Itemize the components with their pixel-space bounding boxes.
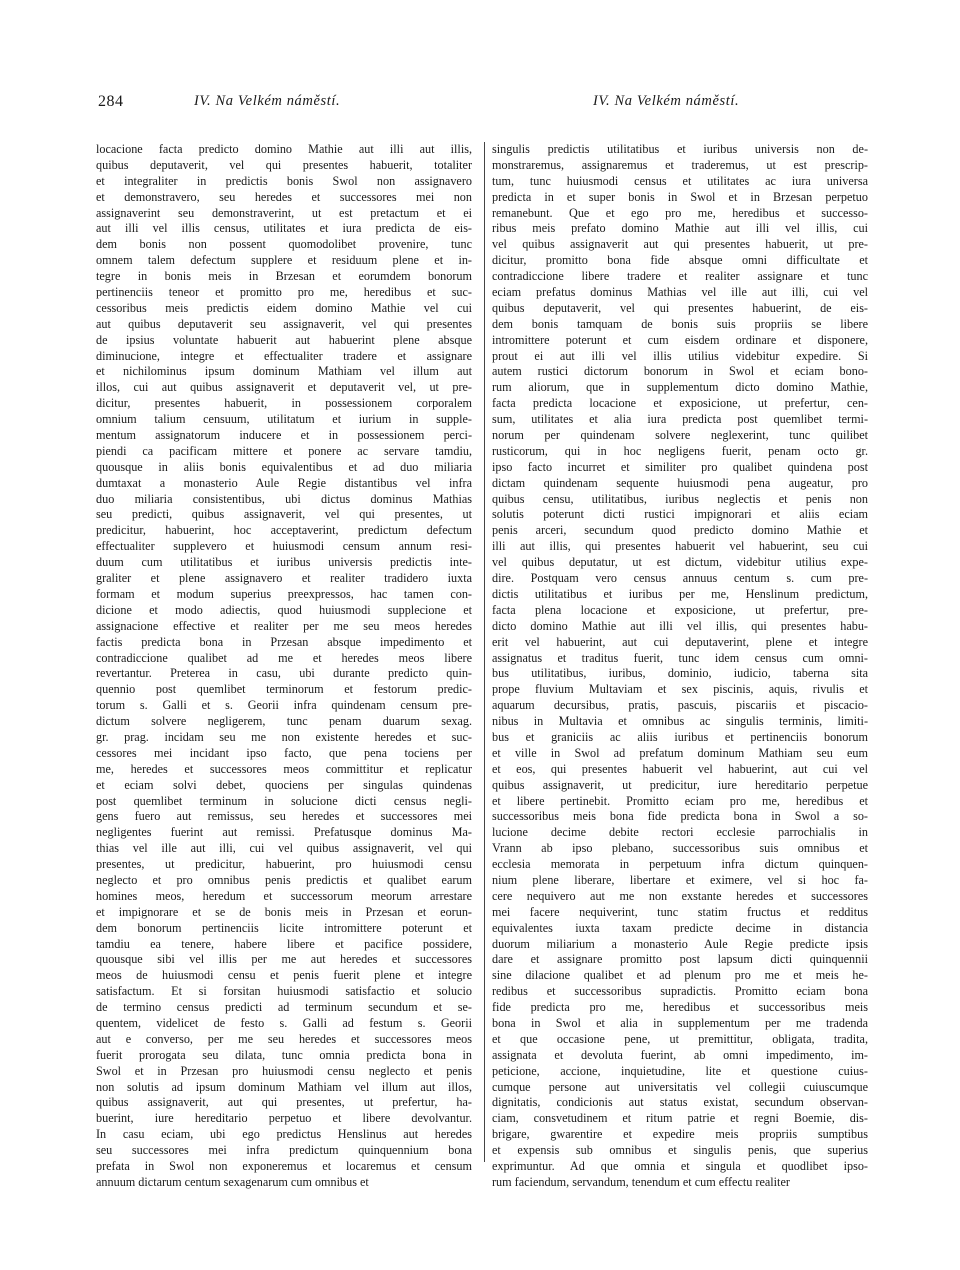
- text-line: monstraremus, assignaremus et traderemus, ut est prescrip-: [492, 157, 868, 172]
- text-line: dictis utilitatibus et iuribus per me, Henslinum predictum,: [492, 586, 868, 601]
- text-line: assignata et devoluta fuerint, ab omni impedimento, im-: [492, 1047, 868, 1062]
- page-header: [96, 89, 868, 119]
- text-line: locacione facta predicto domino Mathie aut illi aut illis,: [96, 142, 472, 156]
- text-line: dicitur, presentes habuerit, in possessionem corporalem: [96, 396, 472, 411]
- text-line: dire. Postquam vero census annuus centum s. cum pre-: [492, 571, 868, 586]
- text-line: quousque in aliis bonis equivalentibus et ad duo miliaria: [96, 459, 472, 474]
- text-line: solutis poterunt dicti rustici impignorari et aliis eciam: [492, 507, 868, 522]
- text-line: cessores mei incidant ipso facto, que pena tociens per: [96, 745, 472, 760]
- text-line: et eos, qui presentes habuerit vel habuerint, aut cui vel: [492, 761, 868, 776]
- text-line: vel quibus assignaverit aut qui presentes habuerit, ut pre-: [492, 237, 868, 252]
- text-line: ecclesia memorata in perpetuum infra dictum quinquen-: [492, 857, 868, 872]
- text-line: dicitur, promitto bona fide absque omni difficultate et: [492, 253, 868, 268]
- text-line: diminucione, integre et effectualiter tradere et assignare: [96, 348, 472, 363]
- text-line: singulis predictis utilitatibus et iuribus universis non de-: [492, 142, 868, 156]
- text-line: fide predicta pro me, heredibus et successoribus meis: [492, 1000, 868, 1015]
- text-line: thias vel ille aut illi, cui vel quibus assignaverit, vel qui: [96, 841, 472, 856]
- text-line: et expensis sub omnibus et singulis penis, que superius: [492, 1143, 868, 1158]
- text-line: et eciam solvi debet, quociens per singulas quindenas: [96, 777, 472, 792]
- text-line: predicitur, habuerint, hoc acceptaverint, predictum defectum: [96, 523, 472, 538]
- text-line: dem bonis non possent quomodolibet provenire, tunc: [96, 237, 472, 252]
- text-line: tum, tunc huiusmodi census et utilitates ac iura universa: [492, 173, 868, 188]
- text-line: aquarum decursibus, pratis, pascuis, piscariis et piscacio-: [492, 698, 868, 713]
- text-line: peticione, accione, inquietudine, lite et questione cuius-: [492, 1063, 868, 1078]
- text-line: duorum miliarium a monasterio Aule Regie predicte ipsis: [492, 936, 868, 951]
- text-line: quibus deputaverit, vel qui presentes habuerint, de eis-: [492, 300, 868, 315]
- text-line: quennio post quemlibet terminorum et festorum predic-: [96, 682, 472, 697]
- text-column-left: [96, 142, 472, 1191]
- text-line: ribus meis prefato domino Mathie aut illi vel illis, cui: [492, 221, 868, 236]
- text-line: non solutis ad ipsum dominum Mathiam vel illum aut illos,: [96, 1079, 472, 1094]
- text-line: contradiccione qualibet ad me et heredes meos libere: [96, 650, 472, 665]
- text-line: negligentes fuerint aut remissi. Prefatusque dominus Ma-: [96, 825, 472, 840]
- text-line: redibus et successoribus supradictis. Promitto eciam bona: [492, 984, 868, 999]
- text-line: et integraliter in predictis bonis Swol non assignavero: [96, 173, 472, 188]
- text-line: aut e converso, per me seu heredes et successores meos: [96, 1031, 472, 1046]
- text-line: remanebunt. Que et ego pro me, heredibus et successo-: [492, 205, 868, 220]
- text-line: eciam prefatus dominus Mathias vel ille aut illi, cui vel: [492, 285, 868, 300]
- text-line: equivalentes iuxta taxam predicte decime in distancia: [492, 920, 868, 935]
- text-line: post quemlibet terminum in solucione dicti census negli-: [96, 793, 472, 808]
- text-column-right: [492, 142, 868, 1191]
- text-line: rum faciendum, servandum, tenendum et cum effectu realiter: [492, 1174, 790, 1189]
- text-line: exprimuntur. Ad que omnia et singula et quodlibet ipso-: [492, 1159, 868, 1173]
- text-line: quibus deputaverit, vel qui presentes habuerit, totaliter: [96, 157, 472, 172]
- text-line: dictum solvere negligerem, tunc penam duarum sexag.: [96, 714, 472, 729]
- text-line: Vrann ab ipso plebano, successoribus suis omnibus et: [492, 841, 868, 856]
- page-number: 284: [98, 93, 124, 110]
- text-line: assignatus et traditus fuerit, tunc idem census cum omni-: [492, 650, 868, 665]
- text-line: piendi ca pacificam mittere et ponere ac servare tamdiu,: [96, 443, 472, 458]
- text-line: mentum assignatorum inducere et in possessionem perci-: [96, 428, 472, 443]
- text-line: aut illi vel illis census, utilitates et iura predicta de eis-: [96, 221, 472, 236]
- text-line: lucione decime debite rectori ecclesie parrochialis in: [492, 825, 868, 840]
- text-line: et libere pertinebit. Promitto eciam pro me, heredibus et: [492, 793, 868, 808]
- text-line: satisfactum. Et si forsitan huiusmodi satisfactio et solucio: [96, 984, 472, 999]
- text-line: me, heredes et successores meos committitur et replicatur: [96, 761, 472, 776]
- text-line: rusticorum, qui in hoc negligens fuerit, penam octo gr.: [492, 443, 868, 458]
- text-line: brigare, gwarentire et expedire meis propriis sumptibus: [492, 1127, 868, 1142]
- text-line: successoribus meis bona fide predicta bona in Swol a so-: [492, 809, 868, 824]
- text-line: omnem talem defectum supplere et residuum plene et in-: [96, 253, 472, 268]
- text-line: cumque persone aut universitatis vel collegii cuiuscumque: [492, 1079, 868, 1094]
- text-line: ciam, consvetudinem et ritum patrie et regni Boemie, dis-: [492, 1111, 868, 1126]
- text-line: meos de huiusmodi censu et penis fuerit plene et integre: [96, 968, 472, 983]
- column-divider: [484, 142, 485, 1162]
- text-line: dem bonorum pertinenciis licite intromittere poterunt et: [96, 920, 472, 935]
- text-line: torum s. Galli et s. Georii infra quindenam censum pre-: [96, 698, 472, 713]
- text-line: annuum dictarum centum sexagenarum cum omnibus et: [96, 1174, 369, 1189]
- text-line: nium plene liberare, libertare et eximere, vel si hoc fa-: [492, 872, 868, 887]
- text-line: autem rustici dictorum bonorum in Swol et eciam bono-: [492, 364, 868, 379]
- text-line: graliter et plene assignavero et realiter tradidero iuxta: [96, 571, 472, 586]
- text-line: illos, cui aut quibus assignaverit et deputaverit vel, ut pre-: [96, 380, 472, 395]
- text-line: vel quibus deputatur, ut est dictum, videbitur utilius expe-: [492, 555, 868, 570]
- text-line: neglecto et pro omnibus penis predictis et qualibet earum: [96, 872, 472, 887]
- text-line: et ville in Swol ad prefatum dominum Mathiam seu eum: [492, 745, 868, 760]
- text-line: revertantur. Preterea in casu, ubi durante predicto quin-: [96, 666, 472, 681]
- text-line: de ipsius voluntate habuerit aut habuerint plene absque: [96, 332, 472, 347]
- text-line: buerint, iure hereditario perpetuo et libere devolvantur.: [96, 1111, 472, 1126]
- text-line: aut quibus deputaverit seu assignaverit, vel qui presentes: [96, 316, 472, 331]
- text-line: bus et graniciis ac aliis iuribus et pertinenciis bonorum: [492, 729, 868, 744]
- text-line: quibus assignaverit, ut predicitur, iure hereditario perpetue: [492, 777, 868, 792]
- text-line: et que occasione pene, ut premittitur, obligata, tradita,: [492, 1031, 868, 1046]
- text-line: quentem, videlicet de festo s. Galli ad festum s. Georii: [96, 1015, 472, 1030]
- text-line: dare et assignare promitto post lapsum dicti quinquennii: [492, 952, 868, 967]
- text-line: intromittere poterunt et cum eisdem ordinare et disponere,: [492, 332, 868, 347]
- text-line: cere nequivero aut me non exstante heredes et successores: [492, 888, 868, 903]
- text-line: dumtaxat a monasterio Aule Regie distantibus vel infra: [96, 475, 472, 490]
- text-line: quousque sibi vel illis per me aut heredes et successores: [96, 952, 472, 967]
- text-line: seu successores mei infra predictum quinquennium bona: [96, 1143, 472, 1158]
- text-line: effectualiter supplevero et huiusmodi censum annum resi-: [96, 539, 472, 554]
- text-line: illi aut illis, qui presentes habuerit vel habuerint, seu cui: [492, 539, 868, 554]
- running-head-left: IV. Na Velkém náměstí.: [194, 93, 341, 109]
- text-line: bus utilitatibus, iuribus, dominio, iudicio, taberna sita: [492, 666, 868, 681]
- text-line: et demonstravero, seu heredes et successores mei non: [96, 189, 472, 204]
- text-line: sum, utilitates et alia iura predicta post quemlibet termi-: [492, 412, 868, 427]
- text-line: dictam quindenam sequente huiusmodi pena augeatur, pro: [492, 475, 868, 490]
- text-line: sine dilacione qualibet et ad plenum pro me et meis he-: [492, 968, 868, 983]
- text-line: In casu eciam, ubi ego predictus Henslinus aut heredes: [96, 1127, 472, 1142]
- text-line: contradiccione libere tradere et realiter assignare et tunc: [492, 269, 868, 284]
- text-line: facta predicta locacione et exposicione, ut prefertur, cen-: [492, 396, 868, 411]
- text-line: bona in Swol et alia in supplementum per me tradenda: [492, 1015, 868, 1030]
- text-line: facta plena locacione et exposicione, ut prefertur, pre-: [492, 602, 868, 617]
- text-line: predicta in et super bonis in Swol et in Brzesan perpetuo: [492, 189, 868, 204]
- text-line: omnium talium censuum, utilitatum et iurium in supple-: [96, 412, 472, 427]
- text-line: et nichilominus ipsum dominum Mathiam vel illum aut: [96, 364, 472, 379]
- text-line: assignaverint seu demonstraverint, ut est pretactum et ei: [96, 205, 472, 220]
- text-line: pertinenciis teneor et promitto pro me, heredibus et suc-: [96, 285, 472, 300]
- text-line: tegre in bonis meis in Brzesan et eorumdem bonorum: [96, 269, 472, 284]
- text-line: et impignorare et se de bonis meis in Przesan et eorun-: [96, 904, 472, 919]
- text-line: ipso facto incurret et similiter pro qualibet quindena post: [492, 459, 868, 474]
- text-line: gr. prag. incidam seu me non existente heredes et suc-: [96, 729, 472, 744]
- running-head-right: IV. Na Velkém náměstí.: [593, 93, 740, 109]
- text-line: seu predicti, quibus assignaverit, vel qui presentes, ut: [96, 507, 472, 522]
- text-line: nibus in Multavia et omnibus ac singulis terminis, limiti-: [492, 714, 868, 729]
- text-line: cessoribus meis predictis eidem domino Mathie vel cui: [96, 300, 472, 315]
- text-line: penis arceri, secundum quod predicto domino Mathie et: [492, 523, 868, 538]
- text-line: duo miliaria consistentibus, ubi dictus dominus Mathias: [96, 491, 472, 506]
- text-line: dignitatis, condicionis aut status existat, secundum observan-: [492, 1095, 868, 1110]
- text-line: prefata in Swol non exponeremus et locaremus et censum: [96, 1159, 472, 1173]
- text-line: assignacione effective et realiter per me seu meos heredes: [96, 618, 472, 633]
- text-line: quibus assignaverit, aut qui presentes, ut prefertur, ha-: [96, 1095, 472, 1110]
- text-line: gens fuero aut remissus, seu heredes et successores mei: [96, 809, 472, 824]
- text-line: formam et modum superius preexpressos, hac tamen con-: [96, 586, 472, 601]
- text-line: norum per quindenam solvere neglexerint, tunc quilibet: [492, 428, 868, 443]
- text-line: fuerit prorogata seu dilata, tunc omnia predicta bona in: [96, 1047, 472, 1062]
- text-line: duum cum utilitatibus et iuribus universis predictis inte-: [96, 555, 472, 570]
- text-line: presentes, ut predicitur, habuerint, pro huiusmodi censu: [96, 857, 472, 872]
- text-line: mei facere nequiverint, tunc statim fructus et redditus: [492, 904, 868, 919]
- text-line: erit vel habuerint, aut cui deputaverint, plene et integre: [492, 634, 868, 649]
- text-line: de termino census predicti ad terminum secundum et se-: [96, 1000, 472, 1015]
- text-line: rum aliorum, que in supplementum dicto domino Mathie,: [492, 380, 868, 395]
- text-line: dicto domino Mathie aut illi vel illis, qui presentes habu-: [492, 618, 868, 633]
- text-line: Swol et in Przesan pro huiusmodi censu neglecto et penis: [96, 1063, 472, 1078]
- text-line: tamdiu ea tenere, habere libere et pacifice possidere,: [96, 936, 472, 951]
- text-line: homines meos, heredum et successorum meorum arrestare: [96, 888, 472, 903]
- text-line: quibus censu, utilitatibus, iuribus neglectis et penis non: [492, 491, 868, 506]
- text-line: prout ei aut illi vel illis utilius videbitur expedire. Si: [492, 348, 868, 363]
- text-line: prope fluvium Multaviam et sex piscinis, aquis, rivulis et: [492, 682, 868, 697]
- text-line: dicione et modo adiectis, quod huiusmodi supplecione et: [96, 602, 472, 617]
- text-line: dem bonis tamquam de bonis suis propriis se libere: [492, 316, 868, 331]
- text-line: factis predicta bona in Przesan absque impedimento et: [96, 634, 472, 649]
